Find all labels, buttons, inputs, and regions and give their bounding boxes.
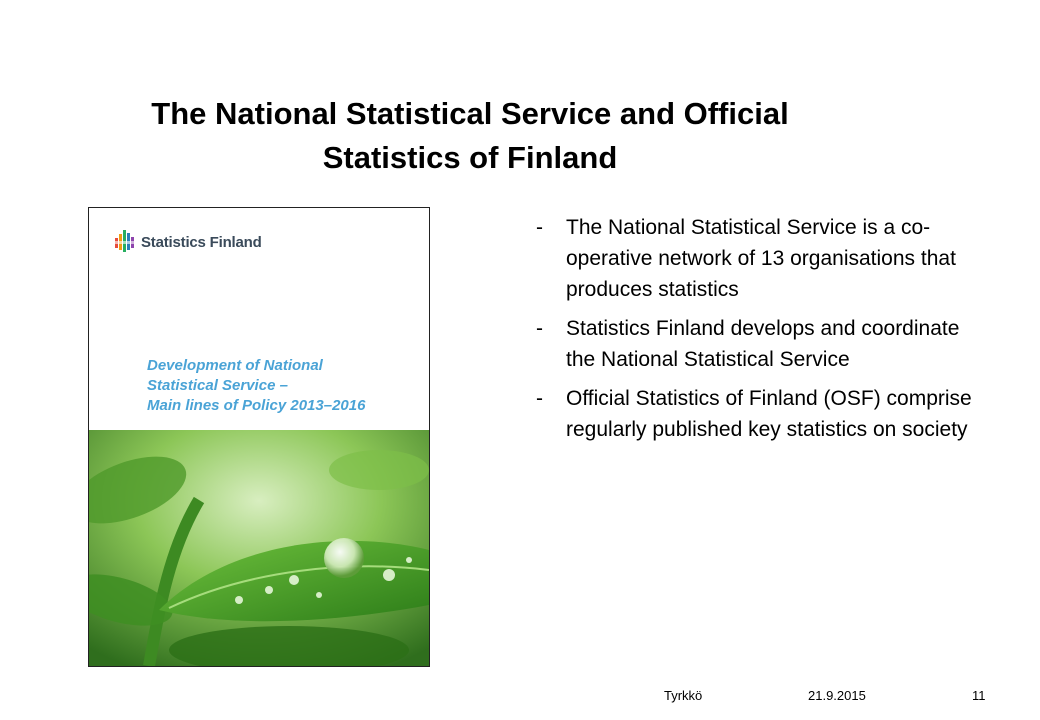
footer-author: Tyrkkö — [664, 688, 703, 703]
bullet-text: The National Statistical Service is a co-operative network of 13 organisations that produces statistics — [566, 216, 956, 301]
footer-page-number: 11 — [972, 688, 986, 703]
bullet-marker: - — [536, 317, 543, 340]
cover-title-line-1: Development of National — [147, 357, 323, 374]
cover-title-line-2: Statistical Service – — [147, 377, 288, 394]
bullet-item — [536, 212, 976, 305]
cover-title-line-3: Main lines of Policy 2013–2016 — [147, 397, 366, 414]
slide-title — [60, 92, 880, 180]
statistics-finland-logo — [115, 230, 262, 254]
bullet-list — [536, 212, 976, 453]
slide-title-line-1: The National Statistical Service and Official — [151, 96, 789, 131]
bullet-text: Statistics Finland develops and coordinate the National Statistical Service — [566, 317, 960, 371]
report-cover-image — [88, 207, 430, 667]
logo-text: Statistics Finland — [141, 233, 262, 251]
cover-title — [147, 356, 417, 416]
bullet-marker: - — [536, 387, 543, 410]
slide-title-line-2: Statistics of Finland — [322, 140, 618, 175]
bullet-marker: - — [536, 216, 543, 239]
leaf-photo — [89, 430, 429, 666]
bullet-item — [536, 383, 976, 445]
footer-date: 21.9.2015 — [808, 688, 866, 703]
bullet-item — [536, 313, 976, 375]
statistics-finland-logo-icon — [115, 230, 135, 254]
bullet-text: Official Statistics of Finland (OSF) comprise regularly published key statistics on society — [566, 387, 972, 441]
